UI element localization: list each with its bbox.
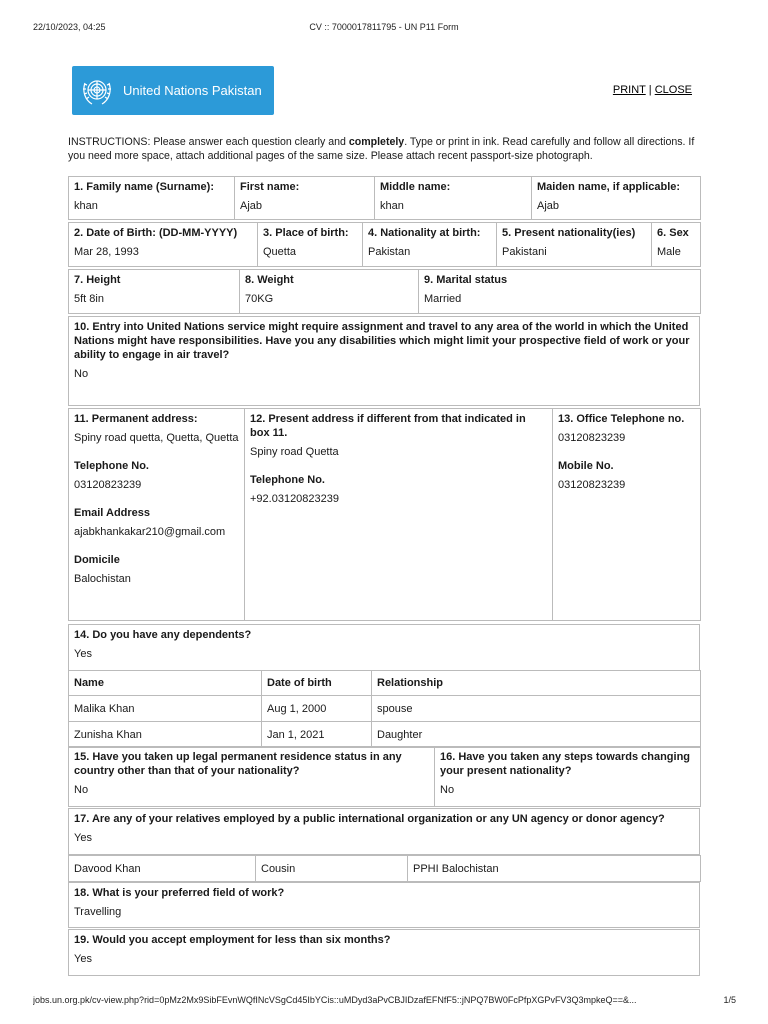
field-of-work-row	[68, 882, 700, 928]
nationality-change-question: 16. Have you taken any steps towards changing your present nationality? No	[435, 747, 701, 807]
residence-row	[68, 746, 701, 807]
relative-organization: PPHI Balochistan	[408, 856, 701, 882]
sex-field: 6. Sex Male	[652, 223, 701, 267]
page-number: 1/5	[723, 995, 736, 1005]
un-pakistan-logo	[72, 66, 274, 115]
weight-field: 8. Weight 70KG	[240, 270, 419, 314]
dependent-dob: Jan 1, 2021	[262, 722, 372, 748]
close-link[interactable]: CLOSE	[654, 84, 692, 96]
dependents-table	[68, 670, 701, 748]
permanent-address-field: 11. Permanent address: Spiny road quetta, Quetta, Quetta Telephone No. 03120823239 Email Address ajabkhankakar210@gmail.com Domicile Balochistan	[69, 409, 245, 621]
short-employment-row	[68, 929, 700, 976]
link-separator: |	[645, 84, 655, 96]
short-employment-question: 19. Would you accept employment for less than six months? Yes	[69, 930, 700, 976]
field-of-work-question: 18. What is your preferred field of work? Travelling	[69, 883, 700, 928]
date-of-birth-field: 2. Date of Birth: (DD-MM-YYYY) Mar 28, 1993	[69, 223, 258, 267]
disability-row	[68, 316, 700, 406]
dependents-header-row	[69, 671, 701, 696]
relative-relationship: Cousin	[256, 856, 408, 882]
column-header: Date of birth	[267, 677, 332, 689]
print-url: jobs.un.org.pk/cv-view.php?rid=0pMz2Mx9SibFEvnWQfINcVSgCd45IbYCis::uMDyd3aPvCBJIDzafEFNfF5::jNPQ7BW0FcPfpXGPvFV3Q3mpkeQ==&...	[33, 995, 637, 1005]
dependent-dob: Aug 1, 2000	[262, 696, 372, 722]
relatives-question: 17. Are any of your relatives employed by a public international organization or any UN agency or donor agency? Yes	[69, 809, 700, 855]
print-datetime: 22/10/2023, 04:25	[33, 22, 106, 32]
un-emblem-icon	[79, 73, 115, 109]
maiden-name-field: Maiden name, if applicable: Ajab	[532, 177, 701, 220]
column-header: Relationship	[377, 677, 444, 689]
dependent-relationship: spouse	[372, 696, 701, 722]
dependents-question-row	[68, 624, 700, 671]
dependent-relationship: Daughter	[372, 722, 701, 748]
birth-row	[68, 222, 701, 267]
dependent-name: Zunisha Khan	[69, 722, 262, 748]
print-link[interactable]: PRINT	[612, 84, 646, 96]
logo-text: United Nations Pakistan	[123, 83, 262, 98]
table-row	[69, 722, 701, 748]
present-nationality-field: 5. Present nationality(ies) Pakistani	[497, 223, 652, 267]
height-field: 7. Height 5ft 8in	[69, 270, 240, 314]
middle-name-field: Middle name: khan	[375, 177, 532, 220]
place-of-birth-field: 3. Place of birth: Quetta	[258, 223, 363, 267]
table-row	[69, 856, 701, 882]
first-name-field: First name: Ajab	[235, 177, 375, 220]
physical-row	[68, 269, 701, 314]
page-actions	[613, 84, 692, 96]
instructions: INSTRUCTIONS: Please answer each question clearly and completely. Type or print in ink. Read carefully and follow all directions. If you need more space, attach additional pages of the same size. Please attach recent passport-size photograph.	[68, 136, 695, 162]
relatives-question-row	[68, 808, 700, 855]
office-telephone-field: 13. Office Telephone no. 03120823239 Mobile No. 03120823239	[553, 409, 701, 621]
names-row	[68, 176, 701, 220]
table-row	[69, 696, 701, 722]
address-row	[68, 408, 701, 621]
marital-status-field: 9. Marital status Married	[419, 270, 701, 314]
relative-name: Davood Khan	[69, 856, 256, 882]
nationality-at-birth-field: 4. Nationality at birth: Pakistan	[363, 223, 497, 267]
dependents-question: 14. Do you have any dependents? Yes	[69, 625, 700, 671]
residence-status-question: 15. Have you taken up legal permanent residence status in any country other than that of your nationality? No	[69, 747, 435, 807]
relatives-table	[68, 855, 701, 882]
column-header: Name	[74, 677, 104, 689]
disability-question: 10. Entry into United Nations service might require assignment and travel to any area of the world in which the United Nations might have responsibilities. Have you any disabilities which might limit your prospective field of work or your ability to engage in air travel? No	[69, 317, 700, 406]
dependent-name: Malika Khan	[69, 696, 262, 722]
family-name-field: 1. Family name (Surname): khan	[69, 177, 235, 220]
present-address-field: 12. Present address if different from that indicated in box 11. Spiny road Quetta Telephone No. +92.03120823239	[245, 409, 553, 621]
print-doc-title: CV :: 7000017811795 - UN P11 Form	[309, 22, 459, 32]
